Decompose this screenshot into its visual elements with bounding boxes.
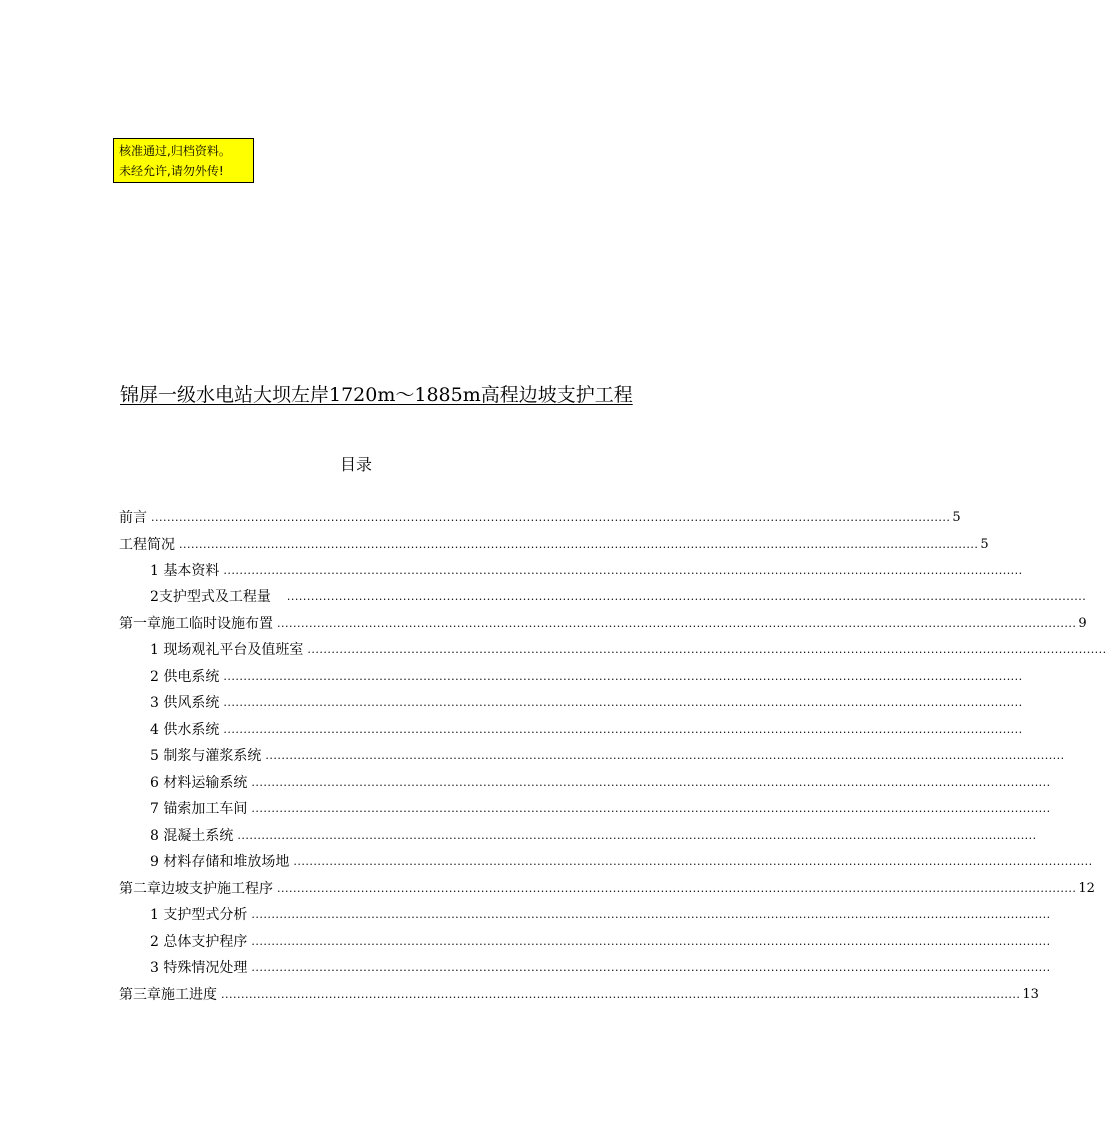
toc-entry-label: 第一章施工临时设施布置 <box>119 616 273 632</box>
toc-entry-1-4[interactable] <box>150 718 1023 740</box>
toc-entry-1-3[interactable] <box>150 691 1023 713</box>
toc-entry-label: 1 现场观礼平台及值班室 <box>150 642 304 658</box>
toc-entry-1-7[interactable] <box>150 797 1051 819</box>
toc-leader: ........................................................................................................................................................................................................ <box>221 987 1021 1001</box>
toc-entry-label: 3 特殊情况处理 <box>150 960 248 976</box>
toc-entry-page: 12 <box>1078 880 1095 896</box>
toc-entry-chapter-3[interactable] <box>119 983 1039 1005</box>
toc-leader: ........................................................................................................................................................................................................ <box>265 748 1065 762</box>
toc-entry-page: 13 <box>1022 986 1039 1002</box>
toc-leader: ........................................................................................................................................................................................................ <box>277 881 1077 895</box>
toc-entry-2-3[interactable] <box>150 956 1051 978</box>
toc-leader: ........................................................................................................................................................................................................ <box>251 960 1051 974</box>
toc-entry-label: 4 供水系统 <box>150 722 220 738</box>
toc-entry-page: 9 <box>1078 615 1087 631</box>
toc-entry-label: 2 供电系统 <box>150 669 220 685</box>
toc-entry-1-2[interactable] <box>150 665 1023 687</box>
toc-leader: ........................................................................................................................................................................................................ <box>223 563 1023 577</box>
toc-leader: ........................................................................................................................................................................................................ <box>223 695 1023 709</box>
toc-entry-chapter-1[interactable] <box>119 612 1087 634</box>
stamp-line-1: 核准通过,归档资料。 <box>119 144 231 158</box>
toc-entry-1-6[interactable] <box>150 771 1051 793</box>
toc-entry-label: 2支护型式及工程量 <box>150 589 271 605</box>
toc-leader: ........................................................................................................................................................................................................ <box>293 854 1093 868</box>
toc-leader: ........................................................................................................................................................................................................ <box>223 722 1023 736</box>
document-title: 锦屏一级水电站大坝左岸1720m～1885m高程边坡支护工程 <box>120 384 633 406</box>
toc-entry-preface[interactable] <box>119 506 961 528</box>
toc-entry-support-type[interactable] <box>150 585 1087 607</box>
toc-leader: ........................................................................................................................................................................................................ <box>251 775 1051 789</box>
toc-entry-1-9[interactable] <box>150 850 1093 872</box>
toc-entry-label: 工程简况 <box>119 537 175 553</box>
toc-entry-label: 2 总体支护程序 <box>150 934 248 950</box>
toc-heading: 目录 <box>340 455 373 474</box>
stamp-line-2: 未经允许,请勿外传! <box>119 164 224 178</box>
toc-entry-label: 3 供风系统 <box>150 695 220 711</box>
toc-leader: ........................................................................................................................................................................................................ <box>307 642 1107 656</box>
toc-leader: ........................................................................................................................................................................................................ <box>223 669 1023 683</box>
toc-entry-basic-data[interactable] <box>150 559 1023 581</box>
toc-leader: ........................................................................................................................................................................................................ <box>251 907 1051 921</box>
toc-entry-label: 6 材料运输系统 <box>150 775 248 791</box>
toc-entry-label: 前言 <box>119 510 147 526</box>
toc-leader: ........................................................................................................................................................................................................ <box>151 510 951 524</box>
toc-entry-label: 9 材料存储和堆放场地 <box>150 854 290 870</box>
toc-entry-1-5[interactable] <box>150 744 1065 766</box>
toc-leader: ........................................................................................................................................................................................................ <box>237 828 1037 842</box>
toc-leader: ........................................................................................................................................................................................................ <box>286 589 1087 603</box>
toc-entry-label: 第二章边坡支护施工程序 <box>119 881 273 897</box>
toc-entry-label: 8 混凝土系统 <box>150 828 234 844</box>
toc-entry-1-8[interactable] <box>150 824 1037 846</box>
toc-leader: ........................................................................................................................................................................................................ <box>179 537 979 551</box>
toc-entry-label: 1 支护型式分析 <box>150 907 248 923</box>
toc-entry-label: 5 制浆与灌浆系统 <box>150 748 262 764</box>
toc-leader: ........................................................................................................................................................................................................ <box>277 616 1077 630</box>
toc-leader: ........................................................................................................................................................................................................ <box>251 934 1051 948</box>
toc-entry-label: 第三章施工进度 <box>119 987 217 1003</box>
toc-entry-page: 5 <box>952 509 961 525</box>
toc-entry-label: 1 基本资料 <box>150 563 220 579</box>
toc-leader: ........................................................................................................................................................................................................ <box>251 801 1051 815</box>
toc-entry-project-overview[interactable] <box>119 533 989 555</box>
toc-entry-page: 5 <box>980 536 989 552</box>
toc-entry-1-1[interactable] <box>150 638 1107 660</box>
toc-entry-2-1[interactable] <box>150 903 1051 925</box>
toc-entry-2-2[interactable] <box>150 930 1051 952</box>
toc-entry-label: 7 锚索加工车间 <box>150 801 248 817</box>
toc-entry-chapter-2[interactable] <box>119 877 1095 899</box>
